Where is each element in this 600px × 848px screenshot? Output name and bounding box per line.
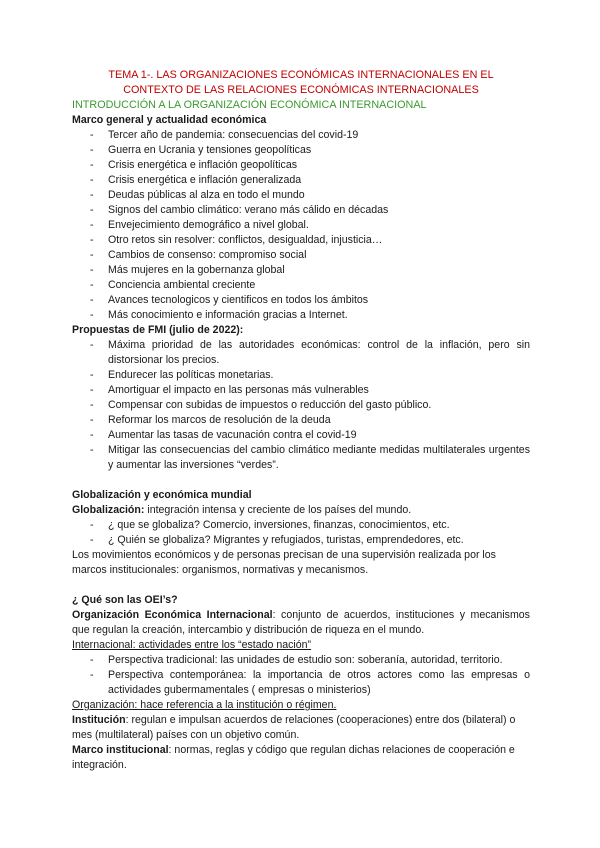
list-item: - Signos del cambio climático: verano más cálido en décadas (108, 203, 530, 218)
fmi-heading: Propuestas de FMI (julio de 2022): (72, 324, 244, 336)
glob-list (72, 518, 530, 548)
oei-organizacion: Organización: hace referencia a la institución o régimen. (72, 699, 337, 711)
list-item: - Perspectiva tradicional: las unidades de estudio son: soberanía, autoridad, territorio. (108, 653, 530, 668)
oei-marco-institucional (72, 743, 530, 773)
list-item: - Amortiguar el impacto en las personas más vulnerables (108, 383, 530, 398)
glob-def-term: Globalización: (72, 504, 145, 516)
fmi-list (72, 338, 530, 473)
glob-definition (72, 503, 530, 518)
list-item: - Otro retos sin resolver: conflictos, desigualdad, injusticia… (108, 233, 530, 248)
spacer (72, 578, 530, 593)
inst-term: Institución (72, 714, 126, 726)
list-item: - Reformar los marcos de resolución de la deuda (108, 413, 530, 428)
list-item: - Crisis energética e inflación generalizada (108, 173, 530, 188)
marco-text: : normas, reglas y código que regulan dichas relaciones de cooperación e integración. (72, 744, 515, 771)
glob-def-text: integración intensa y creciente de los países del mundo. (144, 504, 412, 516)
glob-heading: Globalización y económica mundial (72, 489, 252, 501)
list-item: - Compensar con subidas de impuestos o reducción del gasto público. (108, 398, 530, 413)
oei-list (72, 653, 530, 698)
list-item: - Deudas públicas al alza en todo el mundo (108, 188, 530, 203)
list-item: - Aumentar las tasas de vacunación contra el covid-19 (108, 428, 530, 443)
spacer (72, 473, 530, 488)
list-item: - Más conocimiento e información gracias a Internet. (108, 308, 530, 323)
list-item: - Endurecer las políticas monetarias. (108, 368, 530, 383)
inst-text: : regulan e impulsan acuerdos de relaciones (cooperaciones) entre dos (bilateral) o mes (multilateral) países con un objetivo común. (72, 714, 516, 741)
marco-heading: Marco general y actualidad económica (72, 114, 267, 126)
list-item: - Envejecimiento demográfico a nivel global. (108, 218, 530, 233)
list-item: - ¿ Quién se globaliza? Migrantes y refugiados, turistas, emprendedores, etc. (108, 533, 530, 548)
list-item: - Avances tecnologicos y cientificos en todos los ámbitos (108, 293, 530, 308)
list-item: - Conciencia ambiental creciente (108, 278, 530, 293)
list-item: - Máxima prioridad de las autoridades económicas: control de la inflación, pero sin distorsionar los precios. (108, 338, 530, 368)
list-item: - Guerra en Ucrania y tensiones geopolíticas (108, 143, 530, 158)
oei-institucion (72, 713, 530, 743)
list-item: - Perspectiva contemporánea: la importancia de otros actores como las empresas o actividades gubermamentales ( empresas o ministerios) (108, 668, 530, 698)
glob-paragraph: Los movimientos económicos y de personas precisan de una supervisión realizada por los marcos institucionales: organismos, normativas y mecanismos. (72, 549, 496, 576)
list-item: - Cambios de consenso: compromiso social (108, 248, 530, 263)
document-title: TEMA 1-. LAS ORGANIZACIONES ECONÓMICAS INTERNACIONALES EN EL CONTEXTO DE LAS RELACIONES ECONÓMICAS INTERNACIONALES (108, 69, 494, 96)
list-item: - Tercer año de pandemia: consecuencias del covid-19 (108, 128, 530, 143)
oei-heading: ¿ Qué son las OEI’s? (72, 594, 178, 606)
list-item: - Crisis energética e inflación geopolíticas (108, 158, 530, 173)
list-item: - Más mujeres en la gobernanza global (108, 263, 530, 278)
oei-def-text: : conjunto de acuerdos, instituciones y mecanismos que regulan la creación, intercambio y distribución de riqueza en el mundo. (72, 609, 530, 636)
oei-def-term: Organización Económica Internacional (72, 609, 273, 621)
list-item: - Mitigar las consecuencias del cambio climático mediante medidas multilaterales urgentes y aumentar las inversiones “verdes”. (108, 443, 530, 473)
oei-definition (72, 608, 530, 638)
list-item: - ¿ que se globaliza? Comercio, inversiones, finanzas, conocimientos, etc. (108, 518, 530, 533)
marco-term: Marco institucional (72, 744, 169, 756)
section-subtitle: INTRODUCCIÓN A LA ORGANIZACIÓN ECONÓMICA INTERNACIONAL (72, 99, 427, 111)
marco-list (72, 128, 530, 323)
oei-internacional: Internacional: actividades entre los “estado nación” (72, 639, 312, 651)
